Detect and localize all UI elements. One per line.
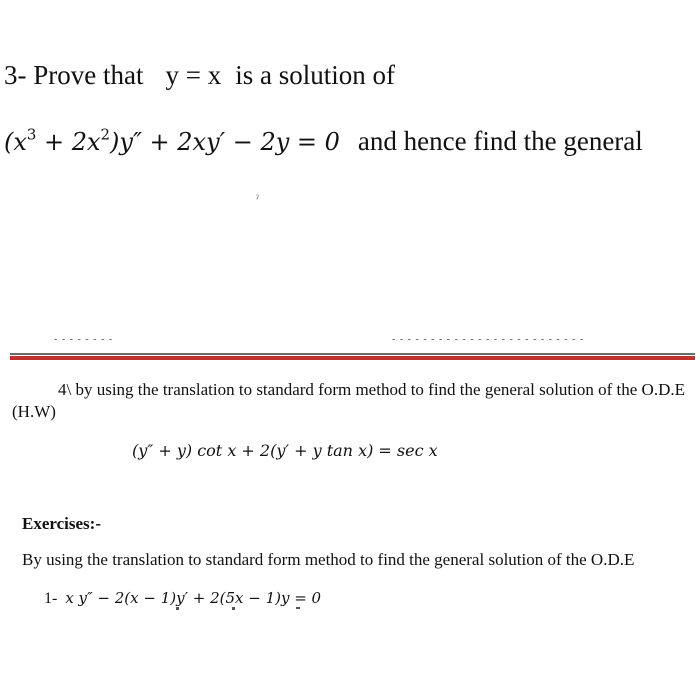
equation-part-1: (x: [4, 128, 27, 156]
exercise-1-equation: x y″ − 2(x − 1)y′ + 2(5x − 1)y = 0: [65, 589, 322, 607]
equation-exponent-1: 3: [26, 125, 37, 144]
question-3-equation-line: [4, 126, 643, 157]
question-3-suffix: is a solution of: [235, 60, 395, 90]
exercise-1-number: 1-: [44, 590, 58, 607]
question-4-equation: [132, 441, 438, 460]
question-3-equation-suffix: and hence find the general: [357, 126, 643, 156]
scan-artifact-mark: [296, 607, 300, 609]
question-4-statement: 4\ by using the translation to standard form method to find the general solution of the O.D.E: [58, 380, 685, 399]
exercise-item-1: [44, 589, 321, 608]
question-3-equation: [4, 125, 340, 156]
exercises-intro: By using the translation to standard form method to find the general solution of the O.D.E: [22, 550, 635, 569]
question-3-math: y = x: [165, 60, 222, 90]
cut-off-text-right: - - - - - - - - - - - - - - - - - - - - - - - - -: [392, 334, 585, 345]
header-divider-dark: [10, 353, 695, 355]
stray-mark: ˀ: [256, 193, 259, 205]
question-3-statement: [4, 60, 395, 91]
scan-artifact-mark: [232, 607, 235, 610]
homework-label: (H.W): [12, 402, 56, 421]
equation-exponent-2: 2: [100, 125, 111, 144]
equation-part-2: + 2x: [36, 128, 101, 156]
exercises-title: Exercises:-: [22, 514, 101, 533]
equation-part-3: )y″ + 2xy′ − 2y = 0: [110, 128, 340, 156]
cut-off-text-left: - - - - - - - -: [54, 334, 114, 345]
scan-artifact-mark: [176, 607, 179, 610]
question-3-prefix: 3- Prove that: [4, 60, 144, 90]
question-4-equation-text: (y″ + y) cot x + 2(y′ + y tan x) = sec x: [132, 441, 438, 460]
header-divider-red: [10, 356, 695, 360]
